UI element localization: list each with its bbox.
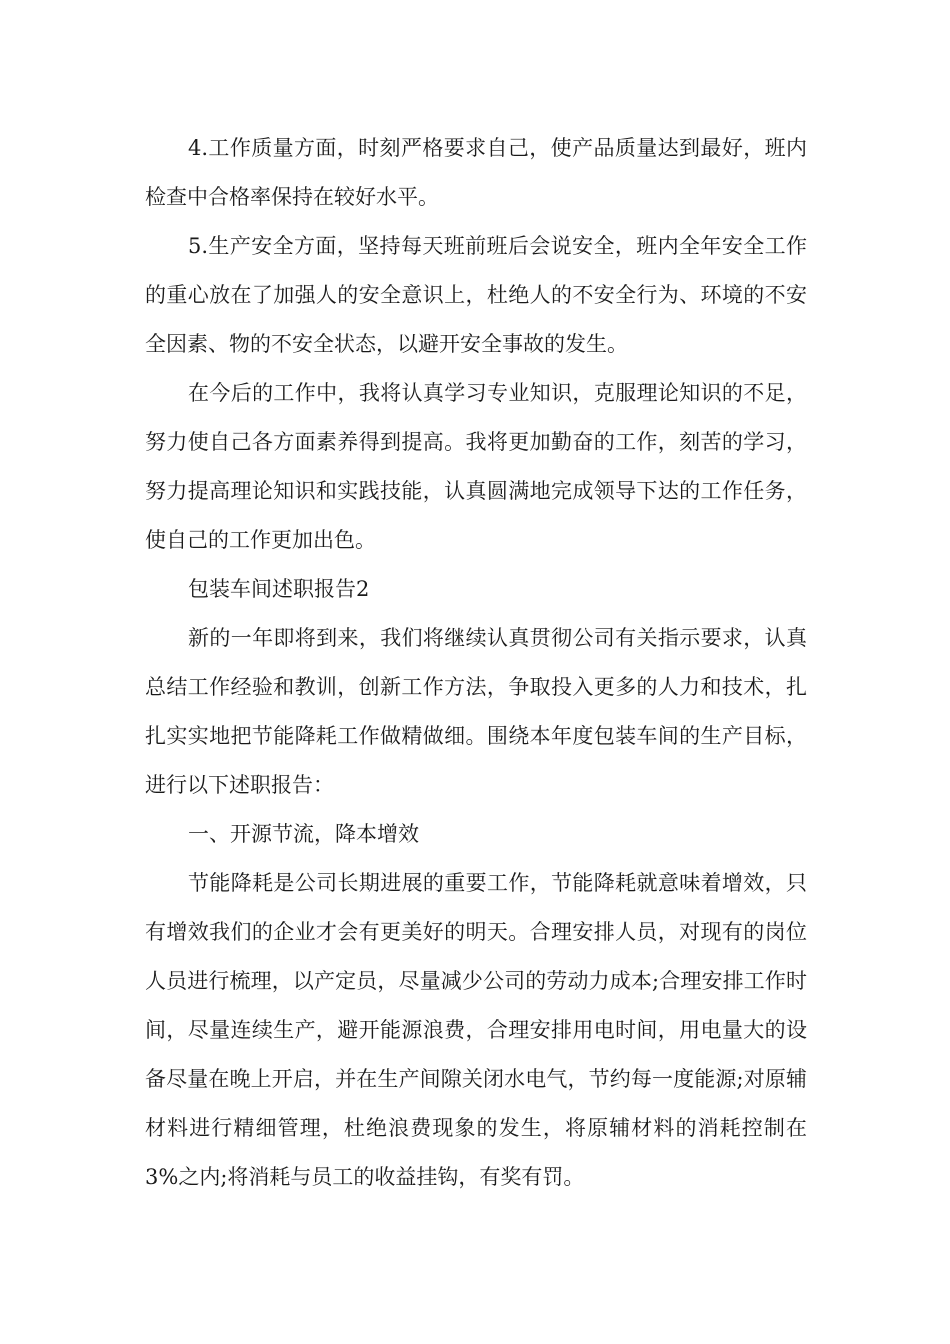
- paragraph-energy-saving: 节能降耗是公司长期进展的重要工作，节能降耗就意味着增效，只有增效我们的企业才会有更美好的明天。合理安排人员，对现有的岗位人员进行梳理，以产定员，尽量减少公司的劳动力成本;合理安排工作时间，尽量连续生产，避开能源浪费，合理安排用电时间，用电量大的设备尽量在晚上开启，并在生产间隙关闭水电气，节约每一度能源;对原辅材料进行精细管理，杜绝浪费现象的发生，将原辅材料的消耗控制在3%之内;将消耗与员工的收益挂钩，有奖有罚。: [145, 871, 807, 1189]
- paragraph-future-work: 在今后的工作中，我将认真学习专业知识，克服理论知识的不足，努力使自己各方面素养得到提高。我将更加勤奋的工作，刻苦的学习，努力提高理论知识和实践技能，认真圆满地完成领导下达的工作任务，使自己的工作更加出色。: [145, 381, 807, 552]
- paragraph-new-year: 新的一年即将到来，我们将继续认真贯彻公司有关指示要求，认真总结工作经验和教训，创新工作方法，争取投入更多的人力和技术，扎扎实实地把节能降耗工作做精做细。围绕本年度包装车间的生产目标，进行以下述职报告：: [145, 626, 807, 797]
- paragraph-safety: 5.生产安全方面，坚持每天班前班后会说安全，班内全年安全工作的重心放在了加强人的安全意识上，杜绝人的不安全行为、环境的不安全因素、物的不安全状态，以避开安全事故的发生。: [145, 234, 807, 356]
- paragraph-quality: 4.工作质量方面，时刻严格要求自己，使产品质量达到最好，班内检查中合格率保持在较好水平。: [145, 136, 807, 209]
- document-body: [145, 124, 807, 1202]
- section-title-report-2: 包装车间述职报告2: [188, 577, 370, 601]
- section-heading-1: 一、开源节流，降本增效: [188, 822, 419, 846]
